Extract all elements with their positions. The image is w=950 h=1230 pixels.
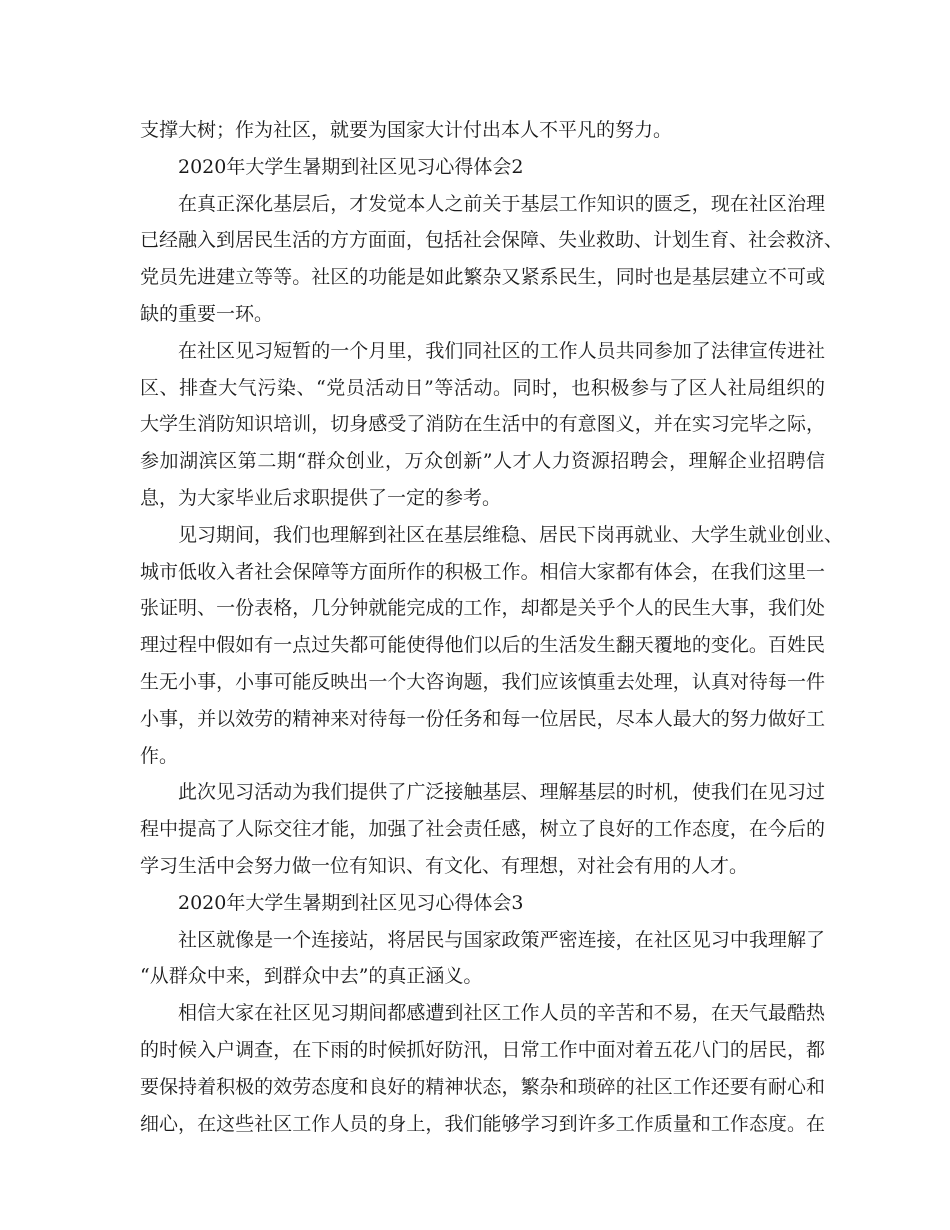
text-line: 城市低收入者社会保障等方面所作的积极工作。相信大家都有体会，在我们这里一	[140, 560, 825, 583]
text-line: 社区就像是一个连接站，将居民与国家政策严密连接，在社区见习中我理解了	[178, 928, 825, 951]
section-heading: 2020年大学生暑期到社区见习心得体会3	[178, 891, 524, 914]
text-line: 此次见习活动为我们提供了广泛接触基层、理解基层的时机，使我们在见习过	[178, 781, 825, 804]
text-line: 生无小事，小事可能反映出一个大咨询题，我们应该慎重去处理，认真对待每一件	[140, 670, 825, 693]
text-line: 见习期间，我们也理解到社区在基层维稳、居民下岗再就业、大学生就业创业、	[178, 523, 844, 546]
text-line: 已经融入到居民生活的方方面面，包括社会保障、失业救助、计划生育、社会救济、	[140, 229, 844, 252]
text-line: 小事，并以效劳的精神来对待每一份任务和每一位居民，尽本人最大的努力做好工	[140, 707, 825, 730]
text-line: 在真正深化基层后，才发觉本人之前关于基层工作知识的匮乏，现在社区治理	[178, 192, 825, 215]
text-line: 理过程中假如有一点过失都可能使得他们以后的生活发生翻天覆地的变化。百姓民	[140, 634, 825, 657]
text-line: 息，为大家毕业后求职提供了一定的参考。	[140, 486, 502, 509]
text-line: 程中提高了人际交往才能，加强了社会责任感，树立了良好的工作态度，在今后的	[140, 818, 825, 841]
text-line: 相信大家在社区见习期间都感遭到社区工作人员的辛苦和不易，在天气最酷热	[178, 1002, 825, 1025]
section-heading: 2020年大学生暑期到社区见习心得体会2	[178, 155, 524, 178]
text-line: 细心，在这些社区工作人员的身上，我们能够学习到许多工作质量和工作态度。在	[140, 1112, 825, 1135]
text-line: 作。	[140, 744, 179, 767]
text-line: 支撑大树；作为社区，就要为国家大计付出本人不平凡的努力。	[140, 119, 673, 141]
text-line: 要保持着积极的效劳态度和良好的精神状态，繁杂和琐碎的社区工作还要有耐心和	[140, 1075, 825, 1098]
text-line: 党员先进建立等等。社区的功能是如此繁杂又紧系民生，同时也是基层建立不可或	[140, 266, 825, 289]
text-line: “从群众中来，到群众中去”的真正涵义。	[140, 965, 483, 988]
text-line: 缺的重要一环。	[140, 302, 274, 325]
text-line: 的时候入户调查，在下雨的时候抓好防汛，日常工作中面对着五花八门的居民，都	[140, 1038, 825, 1061]
text-line: 在社区见习短暂的一个月里，我们同社区的工作人员共同参加了法律宣传进社	[178, 339, 825, 362]
text-line: 区、排查大气污染、“党员活动日”等活动。同时，也积极参与了区人社局组织的	[140, 376, 825, 399]
text-line: 张证明、一份表格，几分钟就能完成的工作，却都是关乎个人的民生大事，我们处	[140, 597, 825, 620]
text-line: 大学生消防知识培训，切身感受了消防在生活中的有意图义，并在实习完毕之际，	[140, 413, 825, 436]
text-line: 参加湖滨区第二期“群众创业，万众创新”人才人力资源招聘会，理解企业招聘信	[140, 450, 825, 473]
text-line: 学习生活中会努力做一位有知识、有文化、有理想，对社会有用的人才。	[140, 854, 749, 877]
document-body	[140, 112, 844, 1142]
